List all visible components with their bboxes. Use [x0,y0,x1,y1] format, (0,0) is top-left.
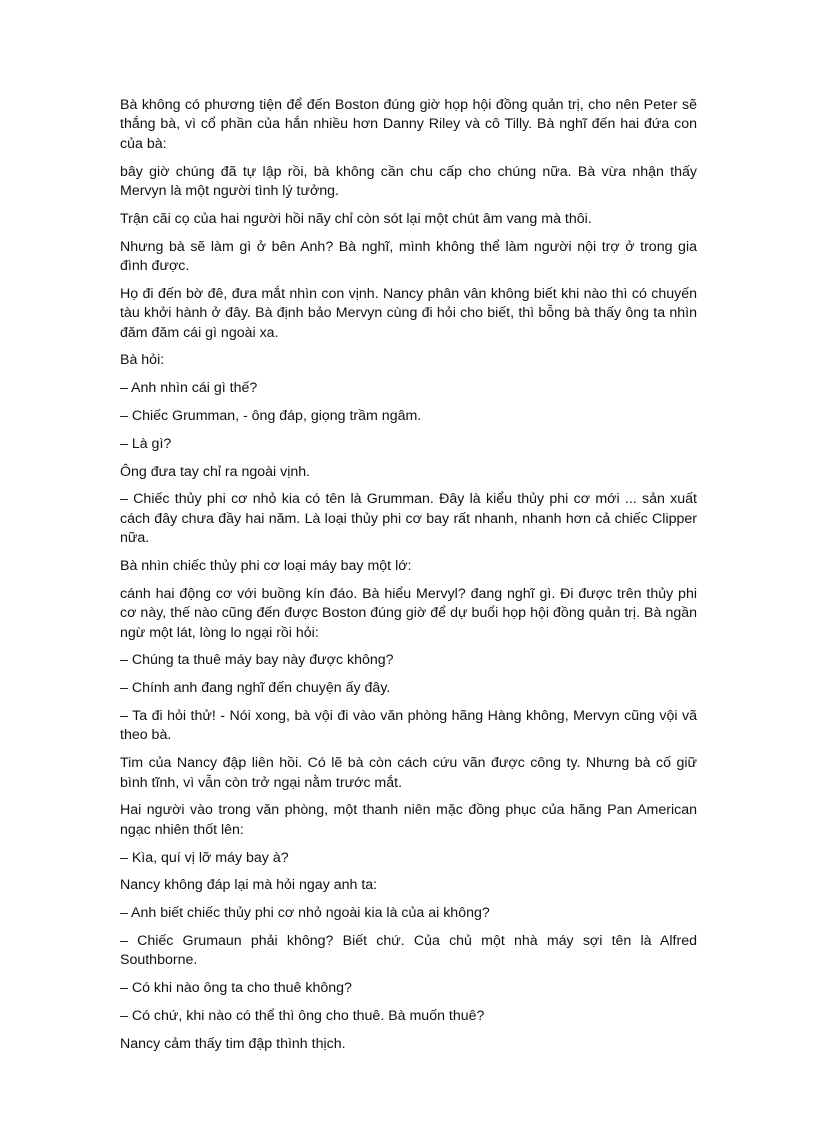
paragraph: Trận cãi cọ của hai người hồi nãy chỉ còn sót lại một chút âm vang mà thôi. [120,210,592,227]
paragraph: Hai người vào trong văn phòng, một thanh niên mặc đồng phục của hãng Pan American ngạc nhiên thốt lên: [120,802,697,838]
paragraph: Nancy cảm thấy tim đập thình thịch. [120,1035,346,1052]
dialogue-line: – Có khi nào ông ta cho thuê không? [120,980,352,997]
dialogue-line: – Là gì? [120,435,172,452]
paragraph: Ông đưa tay chỉ ra ngoài vịnh. [120,463,311,480]
document-page [120,96,697,1063]
dialogue-line: – Ta đi hỏi thử! - Nói xong, bà vội đi vào văn phòng hãng Hàng không, Mervyn cũng vội vã theo bà. [120,708,697,744]
paragraph: Bà không có phương tiện để đến Boston đúng giờ họp hội đồng quản trị, cho nên Peter sẽ thắng bà, vì cổ phần của hắn nhiều hơn Danny Riley và cô Tilly. Bà nghĩ đến hai đứa con của bà: [120,97,697,152]
paragraph: Bà nhìn chiếc thủy phi cơ loại máy bay một lớ: [120,558,412,575]
paragraph: Nhưng bà sẽ làm gì ở bên Anh? Bà nghĩ, mình không thể làm người nội trợ ở trong gia đình được. [120,238,697,275]
paragraph: Họ đi đến bờ đê, đưa mắt nhìn con vịnh. Nancy phân vân không biết khi nào thì có chuyến tàu khởi hành ở đây. Bà định bảo Mervyn cùng đi hỏi cho biết, thì bỗng bà thấy ông ta nhìn đăm đăm cái gì ngoài xa. [120,285,697,341]
dialogue-line: – Có chứ, khi nào có thể thì ông cho thuê. Bà muốn thuê? [120,1008,485,1025]
paragraph: Nancy không đáp lại mà hỏi ngay anh ta: [120,877,378,894]
dialogue-line: – Chiếc Grumaun phải không? Biết chứ. Của chủ một nhà máy sợi tên là Alfred Southborne. [120,933,697,969]
paragraph: Tim của Nancy đập liên hồi. Có lẽ bà còn cách cứu vãn được công ty. Nhưng bà cố giữ bình tĩnh, vì vẫn còn trở ngại nằm trước mắt. [120,755,697,791]
dialogue-line: – Chiếc Grumman, - ông đáp, giọng trầm ngâm. [120,408,422,425]
dialogue-line: – Kìa, quí vị lỡ máy bay à? [120,849,289,866]
paragraph: cánh hai động cơ với buồng kín đáo. Bà hiểu Mervyl? đang nghĩ gì. Đi được trên thủy phi cơ này, thế nào cũng đến được Boston đúng giờ để dự buổi họp hội đồng quản trị. Bà ngần ngừ một lát, lòng lo ngại rồi hỏi: [120,585,697,641]
dialogue-line: – Chiếc thủy phi cơ nhỏ kia có tên là Grumman. Đây là kiểu thủy phi cơ mới ... sản xuất cách đây chưa đầy hai năm. Là loại thủy phi cơ bay rất nhanh, nhanh hơn cả chiếc Clipper nữa. [120,491,697,547]
paragraph: bây giờ chúng đã tự lập rồi, bà không cần chu cấp cho chúng nữa. Bà vừa nhận thấy Mervyn là một người tình lý tưởng. [120,163,697,200]
paragraph: Bà hỏi: [120,352,165,369]
dialogue-line: – Anh nhìn cái gì thế? [120,380,258,397]
dialogue-line: – Anh biết chiếc thủy phi cơ nhỏ ngoài kia là của ai không? [120,905,490,922]
dialogue-line: – Chính anh đang nghĩ đến chuyện ấy đây. [120,680,391,697]
dialogue-line: – Chúng ta thuê máy bay này được không? [120,652,394,669]
